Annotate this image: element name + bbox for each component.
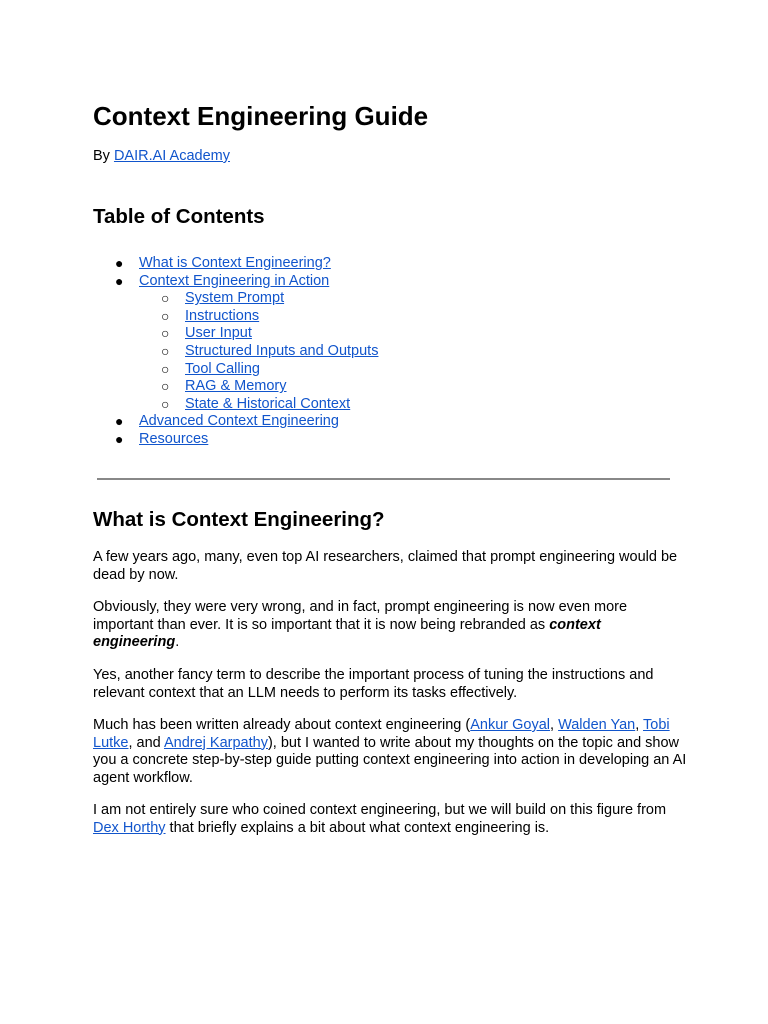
toc-item [93, 255, 378, 273]
byline [93, 146, 230, 166]
hollow-bullet-icon: ○ [161, 307, 170, 324]
toc-link-resources[interactable]: Resources [139, 430, 209, 447]
paragraph-3 [93, 667, 678, 702]
hollow-bullet-icon: ○ [161, 342, 170, 359]
toc-link-user-input[interactable]: User Input [185, 325, 252, 342]
paragraph-4 [93, 717, 687, 788]
hollow-bullet-icon: ○ [161, 360, 170, 377]
toc-item [93, 273, 378, 291]
paragraph-text: , [550, 717, 559, 733]
paragraph-line [93, 735, 678, 753]
toc-item [93, 378, 378, 396]
toc-item [93, 308, 378, 326]
paragraph-text: important than ever. It is so important that it is now being rebranded as [93, 616, 550, 633]
toc-link-in-action[interactable]: Context Engineering in Action [139, 272, 330, 289]
byline-author-link[interactable]: DAIR.AI Academy [113, 148, 230, 164]
paragraph-2 [93, 599, 678, 652]
toc-link-system-prompt[interactable]: System Prompt [185, 290, 285, 307]
toc-link-advanced[interactable]: Advanced Context Engineering [139, 413, 339, 430]
toc-item [93, 413, 378, 431]
toc-link-what-is[interactable]: What is Context Engineering? [139, 255, 331, 271]
emphasis-text: engineering [93, 634, 176, 651]
paragraph-line: agent workflow. [93, 770, 193, 787]
table-of-contents [93, 255, 378, 449]
paragraph-text: ), but I wanted to write about my thoughts on the topic and show [267, 734, 680, 751]
toc-link-state-history[interactable]: State & Historical Context [185, 395, 351, 412]
toc-link-structured-io[interactable]: Structured Inputs and Outputs [185, 342, 379, 359]
paragraph-text: Much has been written already about context engineering ( [93, 717, 471, 733]
paragraph-line [93, 617, 678, 635]
link-walden-yan[interactable]: Walden Yan [558, 717, 636, 733]
document-title: Context Engineering Guide [93, 101, 429, 131]
horizontal-divider [97, 478, 670, 480]
paragraph-line: I am not entirely sure who coined context engineering, but we will build on this figure from [93, 802, 667, 818]
link-tobi-lutke[interactable]: Tobi [643, 717, 670, 733]
link-dex-horthy[interactable]: Dex Horthy [93, 819, 166, 836]
toc-item [93, 361, 378, 379]
paragraph-line: Yes, another fancy term to describe the important process of tuning the instructions and [93, 667, 654, 683]
bullet-icon: ● [115, 413, 124, 430]
hollow-bullet-icon: ○ [161, 325, 170, 342]
toc-item [93, 290, 378, 308]
hollow-bullet-icon: ○ [161, 395, 170, 412]
paragraph-line: you a concrete step-by-step guide putting context engineering into action in developing an AI [93, 752, 687, 769]
paragraph-text: that briefly explains a bit about what context engineering is. [165, 819, 550, 836]
paragraph-text: , [635, 717, 644, 733]
paragraph-line: relevant context that an LLM needs to perform its tasks effectively. [93, 684, 518, 701]
paragraph-line [93, 717, 678, 735]
paragraph-line [93, 820, 678, 838]
paragraph-line: dead by now. [93, 566, 179, 583]
byline-prefix: By [93, 148, 114, 164]
toc-item [93, 325, 378, 343]
link-andrej-karpathy[interactable]: Andrej Karpathy [163, 734, 268, 751]
paragraph-1 [93, 549, 678, 584]
toc-item [93, 431, 378, 449]
paragraph-5 [93, 802, 678, 837]
emphasis-text: context [549, 616, 601, 633]
toc-heading: Table of Contents [93, 205, 265, 228]
link-tobi-lutke[interactable]: Lutke [93, 734, 129, 751]
paragraph-line: Obviously, they were very wrong, and in fact, prompt engineering is now even more [93, 599, 628, 615]
bullet-icon: ● [115, 430, 124, 447]
link-ankur-goyal[interactable]: Ankur Goyal [470, 717, 551, 733]
paragraph-text: . [175, 634, 180, 651]
bullet-icon: ● [115, 272, 124, 289]
paragraph-line [93, 634, 678, 652]
toc-item [93, 343, 378, 361]
toc-link-rag-memory[interactable]: RAG & Memory [185, 378, 287, 395]
paragraph-line: A few years ago, many, even top AI researchers, claimed that prompt engineering would be [93, 549, 678, 565]
toc-link-tool-calling[interactable]: Tool Calling [185, 360, 260, 377]
bullet-icon: ● [115, 255, 124, 271]
paragraph-text: , and [128, 734, 164, 751]
toc-item [93, 396, 378, 414]
hollow-bullet-icon: ○ [161, 378, 170, 395]
toc-link-instructions[interactable]: Instructions [185, 307, 260, 324]
section-heading: What is Context Engineering? [93, 508, 385, 531]
hollow-bullet-icon: ○ [161, 290, 170, 307]
